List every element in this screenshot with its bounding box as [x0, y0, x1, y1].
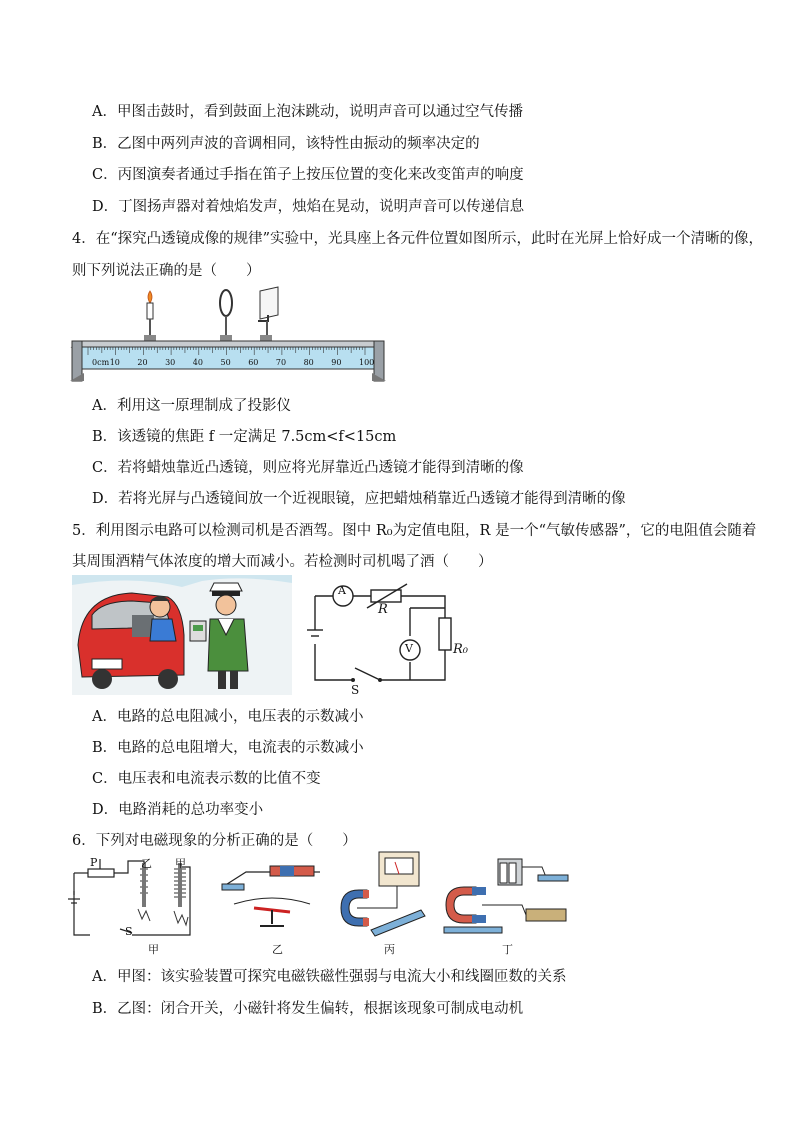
figure-caption: 丁 — [502, 943, 513, 956]
q6-option-b: B．乙图：闭合开关，小磁针将发生偏转，根据该现象可制成电动机 — [92, 1001, 524, 1017]
figure-ding-motor — [442, 857, 570, 937]
fig1-yi-label: 乙 — [141, 857, 152, 870]
circuit-diagram-q5 — [305, 578, 470, 698]
q5-stem-line1: 5．利用图示电路可以检测司机是否酒驾。图中 R₀为定值电阻，R 是一个“气敏传感器”，它的电阻值会随着 — [72, 523, 757, 539]
fixed-resistor-label: R₀ — [453, 642, 468, 657]
fig1-s-label: S — [125, 925, 133, 938]
ruler-label: 20 — [137, 358, 148, 367]
q3-option-d: D．丁图扬声器对着烛焰发声，烛焰在晃动，说明声音可以传递信息 — [92, 199, 525, 215]
q5-option-a: A．电路的总电阻减小，电压表的示数减小 — [92, 709, 364, 725]
switch-label: S — [351, 683, 360, 697]
q3-option-b: B．乙图中两列声波的音调相同，该特性由振动的频率决定的 — [92, 136, 480, 152]
q4-option-c: C．若将蜡烛靠近凸透镜，则应将光屏靠近凸透镜才能得到清晰的像 — [92, 460, 524, 476]
ruler-label: 0cm — [92, 358, 110, 367]
q5-option-b: B．电路的总电阻增大，电流表的示数减小 — [92, 740, 364, 756]
car-police-illustration — [72, 575, 292, 695]
ruler-label: 10 — [109, 358, 120, 367]
q4-option-a: A．利用这一原理制成了投影仪 — [92, 398, 291, 414]
q4-stem-line1: 4．在“探究凸透镜成像的规律”实验中，光具座上各元件位置如图所示，此时在光屏上恰好成一个清晰的像， — [72, 231, 764, 247]
q4-option-b: B．该透镜的焦距 f 一定满足 7.5cm<f<15cm — [92, 429, 397, 445]
ruler-label: 90 — [331, 358, 342, 367]
q5-option-d: D．电路消耗的总功率变小 — [92, 802, 264, 818]
optical-bench-figure — [70, 285, 385, 385]
sensor-label: R — [378, 602, 388, 617]
figure-bing-generator — [337, 850, 427, 938]
fig1-p-label: P — [90, 856, 98, 869]
figure-yi-oersted — [220, 862, 325, 932]
candle-icon — [147, 291, 153, 339]
ruler-label: 80 — [303, 358, 314, 367]
ruler-label: 40 — [192, 358, 203, 367]
fig1-jia-label: 甲 — [175, 857, 186, 870]
q3-option-a: A．甲图击鼓时，看到鼓面上泡沫跳动，说明声音可以通过空气传播 — [92, 104, 523, 120]
q3-option-c: C．丙图演奏者通过手指在笛子上按压位置的变化来改变笛声的响度 — [92, 167, 524, 183]
screen-icon — [258, 287, 278, 339]
ruler-label: 100 — [359, 358, 375, 367]
figure-caption: 丙 — [384, 943, 395, 956]
q6-stem: 6．下列对电磁现象的分析正确的是（ ） — [72, 833, 357, 849]
q4-option-d: D．若将光屏与凸透镜间放一个近视眼镜，应把蜡烛稍靠近凸透镜才能得到清晰的像 — [92, 491, 626, 507]
q5-option-c: C．电压表和电流表示数的比值不变 — [92, 771, 321, 787]
lens-icon — [220, 290, 232, 339]
ruler-label: 70 — [275, 358, 287, 367]
figure-caption: 乙 — [272, 943, 283, 956]
q6-option-a: A．甲图：该实验装置可探究电磁铁磁性强弱与电流大小和线圈匝数的关系 — [92, 969, 567, 985]
ammeter-label: A — [338, 584, 346, 597]
q5-stem-line2: 其周围酒精气体浓度的增大而减小。若检测时司机喝了酒（ ） — [72, 554, 493, 570]
voltmeter-label: V — [405, 642, 413, 655]
ruler-label: 50 — [220, 358, 231, 367]
q4-stem-line2: 则下列说法正确的是（ ） — [72, 263, 261, 279]
fixed-resistor-icon — [439, 618, 451, 650]
figure-caption: 甲 — [148, 943, 159, 956]
ruler-label: 30 — [165, 358, 176, 367]
ruler-label: 60 — [248, 358, 259, 367]
